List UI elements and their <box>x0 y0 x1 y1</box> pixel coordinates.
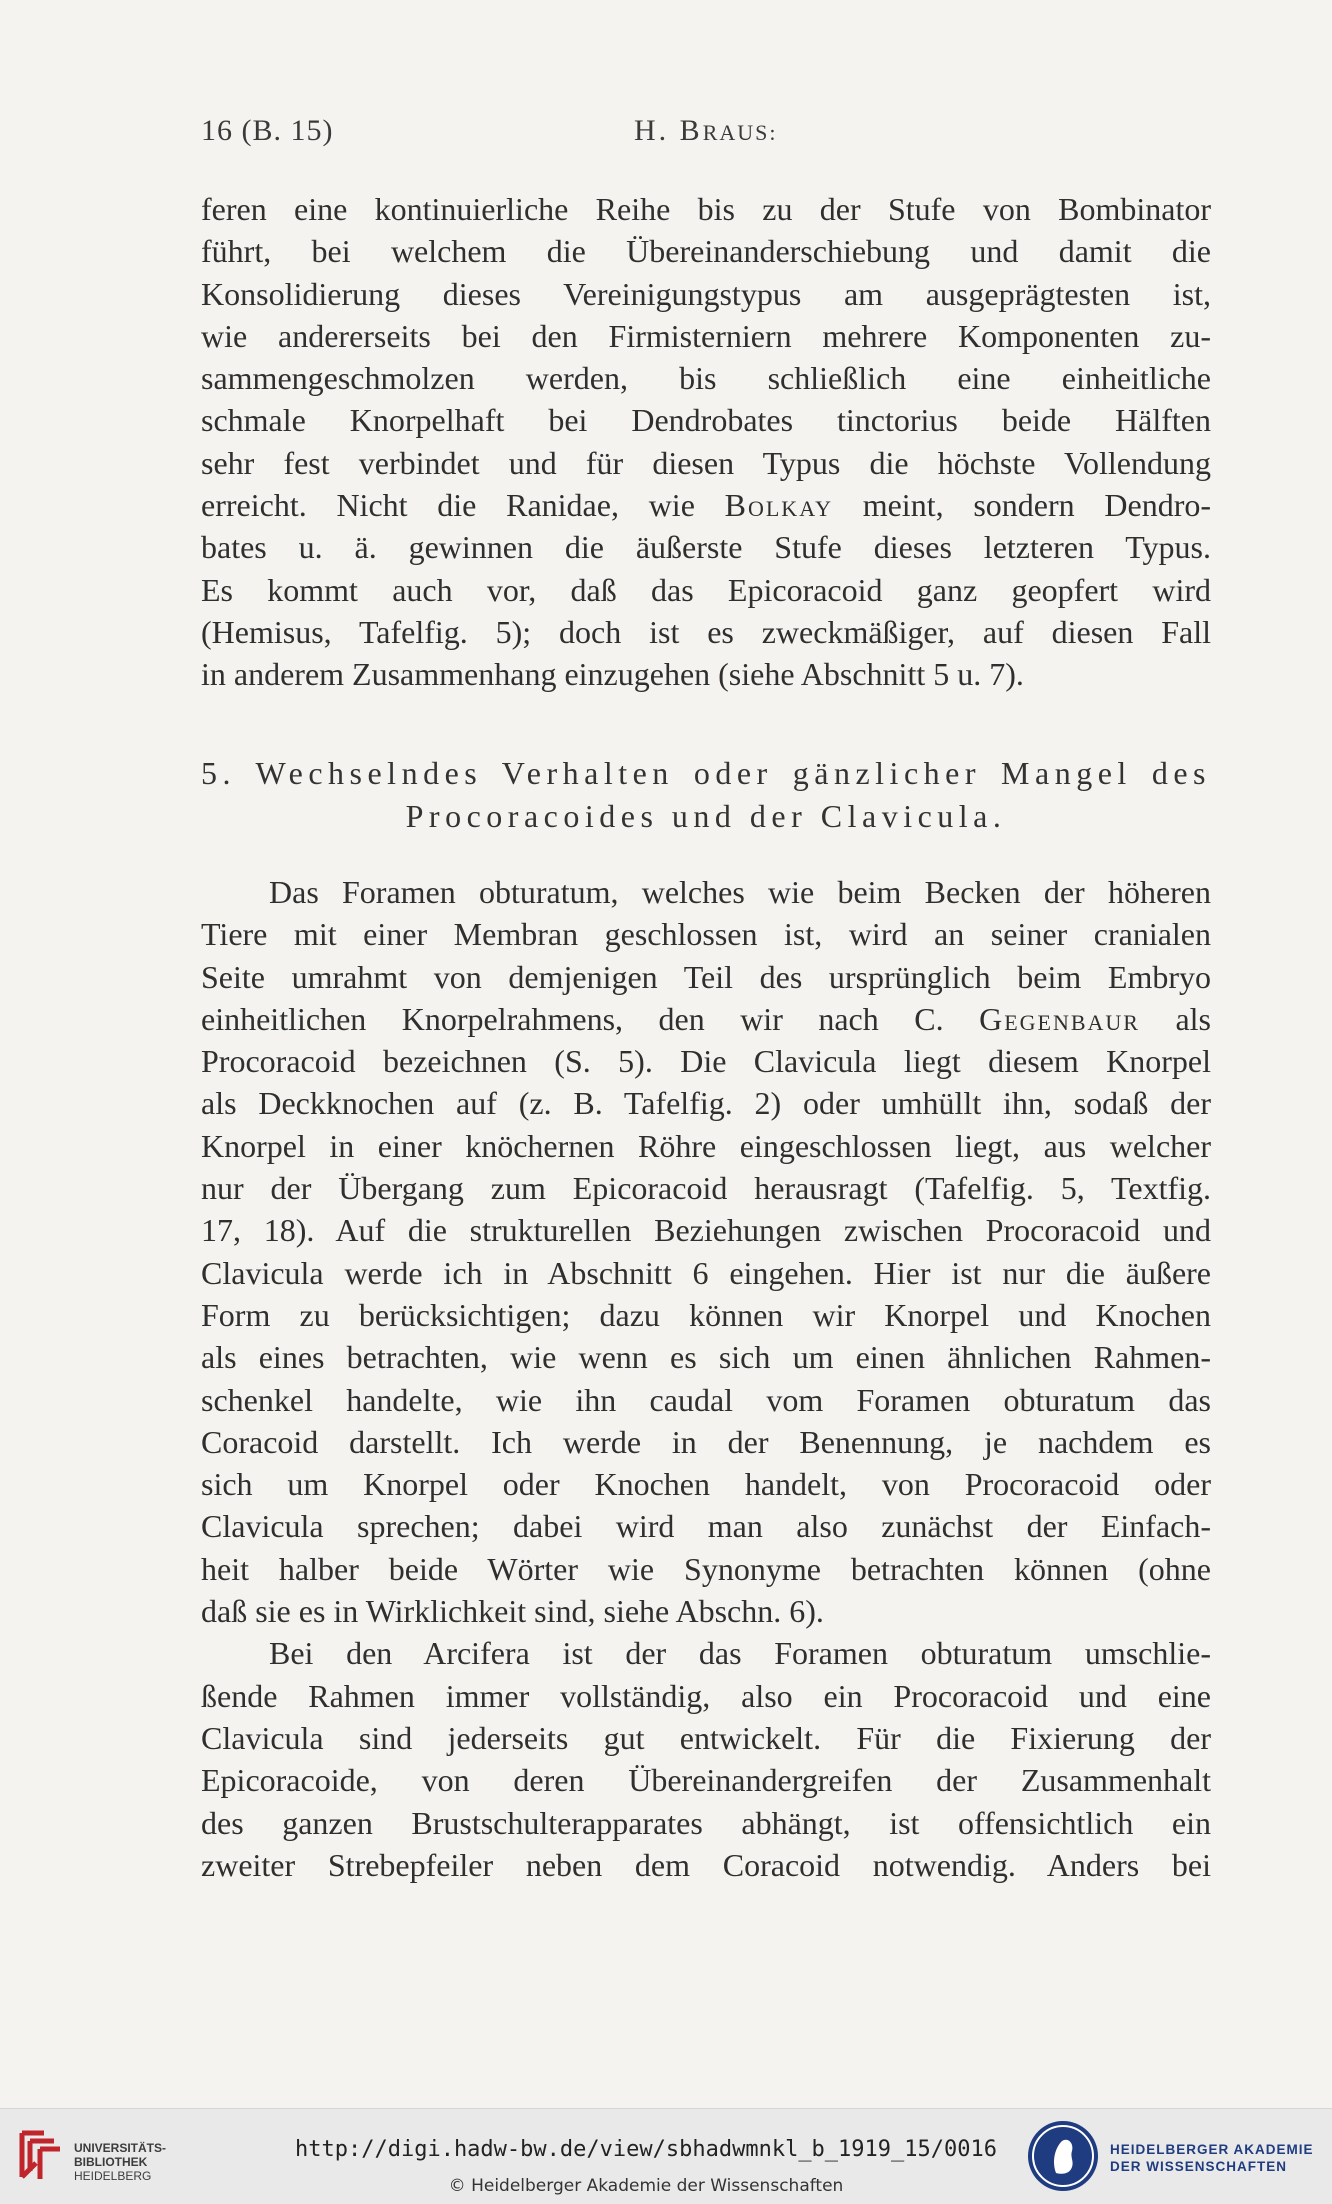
text-line: des ganzen Brustschulterapparates abhängt, ist offensichtlich ein <box>201 1804 1211 1841</box>
permalink-url[interactable]: http://digi.hadw-bw.de/view/sbhadwmnkl_b_1919_15/0016 <box>295 2137 997 2162</box>
text-line: Form zu berücksichtigen; dazu können wir Knorpel und Knochen <box>201 1296 1211 1333</box>
hadw-logo-text: HEIDELBERGER AKADEMIE DER WISSENSCHAFTEN <box>1110 2142 1314 2174</box>
author-name-gegenbaur: Gegenbaur <box>979 1000 1140 1037</box>
text-line: daß sie es in Wirklichkeit sind, siehe Abschn. 6). <box>201 1593 824 1630</box>
text-line: als Deckknochen auf (z. B. Tafelfig. 2) oder umhüllt ihn, sodaß der <box>201 1085 1211 1122</box>
text-line: schmale Knorpelhaft bei Dendrobates tinctorius beide Hälften <box>201 402 1211 439</box>
text-line: Clavicula sind jederseits gut entwickelt. Für die Fixierung der <box>201 1719 1211 1756</box>
text-line: (Hemisus, Tafelfig. 5); doch ist es zweckmäßiger, auf diesen Fall <box>201 613 1211 650</box>
text-line: Procoracoid bezeichnen (S. 5). Die Clavicula liegt diesem Knorpel <box>201 1043 1211 1080</box>
text-line: führt, bei welchem die Übereinanderschiebung und damit die <box>201 233 1211 270</box>
text-line: Konsolidierung dieses Vereinigungstypus am ausgeprägtesten ist, <box>201 275 1211 312</box>
text-line: Epicoracoide, von deren Übereinandergreifen der Zusammenhalt <box>201 1762 1211 1799</box>
text-line: sich um Knorpel oder Knochen handelt, von Procoracoid oder <box>201 1466 1211 1503</box>
copyright-notice: © Heidelberger Akademie der Wissenschaften <box>448 2176 844 2196</box>
paragraph-foramen <box>201 871 1211 1886</box>
section-heading-line-2: Procoracoides und der Clavicula. <box>405 798 1007 834</box>
text-line: Tiere mit einer Membran geschlossen ist, wird an seiner cranialen <box>201 916 1211 953</box>
text-line: Seite umrahmt von demjenigen Teil des ursprünglich beim Embryo <box>201 958 1211 995</box>
text-line: Clavicula sprechen; dabei wird man also zunächst der Einfach- <box>201 1508 1211 1545</box>
hadw-logo[interactable] <box>1028 2115 1328 2197</box>
text-line: sehr fest verbindet und für diesen Typus die höchste Vollendung <box>201 444 1211 481</box>
text-line: Coracoid darstellt. Ich werde in der Benennung, je nachdem es <box>201 1423 1211 1460</box>
text-line: erreicht. Nicht die Ranidae, wie Bolkay meint, sondern Dendro- <box>201 487 1212 524</box>
running-author: H. BRAUS: <box>634 114 778 147</box>
paragraph-continued <box>201 188 1211 696</box>
text-line: Knorpel in einer knöchernen Röhre eingeschlossen liegt, aus welcher <box>201 1127 1211 1164</box>
text-line: Das Foramen obturatum, welches wie beim Becken der höheren <box>269 874 1211 910</box>
text-line: bates u. ä. gewinnen die äußerste Stufe dieses letzteren Typus. <box>201 529 1211 566</box>
text-line: Bei den Arcifera ist der das Foramen obturatum umschlie- <box>269 1635 1211 1672</box>
text-line: als eines betrachten, wie wenn es sich um einen ähnlichen Rahmen- <box>201 1339 1211 1376</box>
text-line: nur der Übergang zum Epicoracoid herausragt (Tafelfig. 5, Textfig. <box>201 1170 1211 1207</box>
section-heading-line-1: 5. Wechselndes Verhalten oder gänzlicher Mangel des <box>201 755 1211 791</box>
text-line: ßende Rahmen immer vollständig, also ein Procoracoid und eine <box>201 1677 1211 1714</box>
page-reference: 16 (B. 15) <box>201 114 334 147</box>
text-line: heit halber beide Wörter wie Synonyme betrachten können (ohne <box>201 1550 1211 1587</box>
academy-seal-icon <box>1028 2121 1098 2191</box>
text-line: einheitlichen Knorpelrahmens, den wir nach C. Gegenbaur als <box>201 1000 1212 1037</box>
text-line: 17, 18). Auf die strukturellen Beziehungen zwischen Procoracoid und <box>201 1212 1211 1249</box>
text-line: Es kommt auch vor, daß das Epicoracoid ganz geopfert wird <box>201 571 1211 608</box>
text-line: zweiter Strebepfeiler neben dem Coracoid notwendig. Anders bei <box>201 1846 1211 1883</box>
section-heading <box>201 752 1211 838</box>
text-line: Clavicula werde ich in Abschnitt 6 eingehen. Hier ist nur die äußere <box>201 1254 1211 1291</box>
text-line: feren eine kontinuierliche Reihe bis zu der Stufe von Bombinator <box>201 191 1211 227</box>
author-name-bolkay: Bolkay <box>724 487 833 524</box>
text-line: schenkel handelte, wie ihn caudal vom Foramen obturatum das <box>201 1381 1211 1418</box>
viewer-footer <box>0 2108 1332 2204</box>
text-line: wie andererseits bei den Firmisterniern mehrere Komponenten zu- <box>201 317 1211 354</box>
text-line: sammengeschmolzen werden, bis schließlich eine einheitliche <box>201 360 1211 397</box>
ub-logo-text: UNIVERSITÄTS- BIBLIOTHEK HEIDELBERG <box>74 2141 167 2183</box>
text-line: in anderem Zusammenhang einzugehen (siehe Abschnitt 5 u. 7). <box>201 656 1024 693</box>
